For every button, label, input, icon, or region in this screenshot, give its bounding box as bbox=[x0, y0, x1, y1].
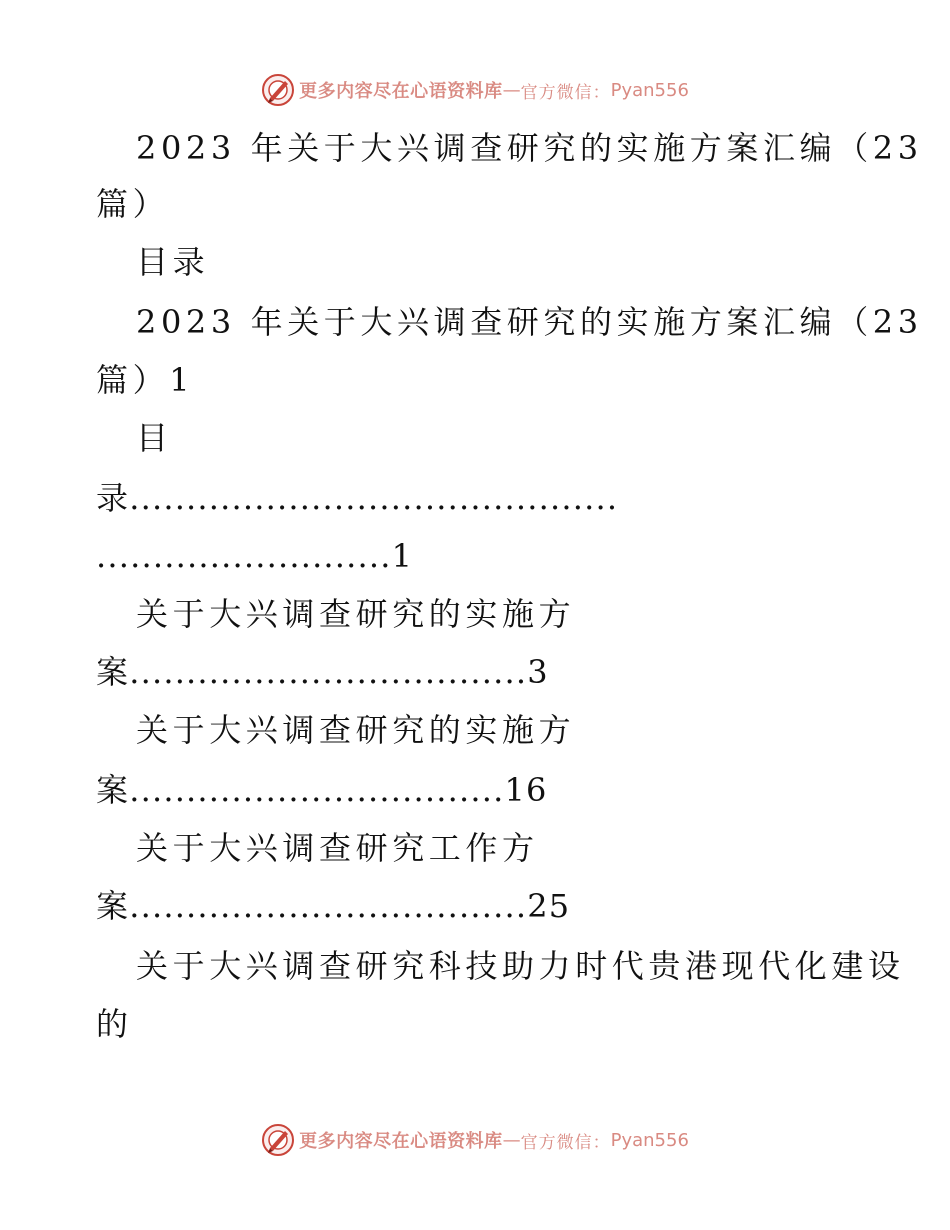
footer-watermark bbox=[0, 1120, 950, 1160]
watermark-wechat-id: Pyan556 bbox=[610, 1129, 689, 1151]
pen-logo-icon bbox=[261, 1123, 295, 1157]
toc-title-line-1: 2023 年关于大兴调查研究的实施方案汇编（23 bbox=[136, 303, 923, 341]
watermark-text: 更多内容尽在心语资料库 bbox=[299, 1131, 503, 1152]
pen-logo-icon bbox=[261, 73, 295, 107]
doc-title-line-1: 2023 年关于大兴调查研究的实施方案汇编（23 bbox=[136, 129, 923, 167]
toc-title-line-2: 篇）1 bbox=[96, 361, 195, 399]
toc-entry-page: 案...................................3 bbox=[96, 653, 549, 691]
toc-entry-title: 关于大兴调查研究工作方 bbox=[136, 829, 539, 867]
watermark-wechat-label: 官方微信： bbox=[520, 82, 611, 103]
toc-entry-page: 案.................................16 bbox=[96, 771, 548, 809]
toc-page-line: ..........................1 bbox=[96, 537, 414, 575]
toc-entry-title: 关于大兴调查研究的实施方 bbox=[136, 595, 576, 633]
watermark-dash: — bbox=[502, 79, 521, 101]
watermark-wechat-label: 官方微信： bbox=[520, 1132, 611, 1153]
watermark-dash: — bbox=[502, 1129, 521, 1151]
toc-lu-line: 录........................................... bbox=[96, 479, 619, 517]
toc-mu: 目 bbox=[136, 419, 173, 457]
watermark-wechat-id: Pyan556 bbox=[610, 79, 689, 101]
doc-title-line-2: 篇） bbox=[96, 185, 170, 223]
toc-entry-title: 关于大兴调查研究的实施方 bbox=[136, 711, 576, 749]
watermark-text: 更多内容尽在心语资料库 bbox=[299, 81, 503, 102]
header-watermark bbox=[0, 70, 950, 110]
toc-heading: 目录 bbox=[136, 243, 210, 281]
toc-entry-title: 关于大兴调查研究科技助力时代贵港现代化建设 bbox=[136, 947, 905, 985]
toc-entry-page: 案...................................25 bbox=[96, 887, 571, 925]
toc-entry-tail: 的 bbox=[96, 1005, 133, 1043]
